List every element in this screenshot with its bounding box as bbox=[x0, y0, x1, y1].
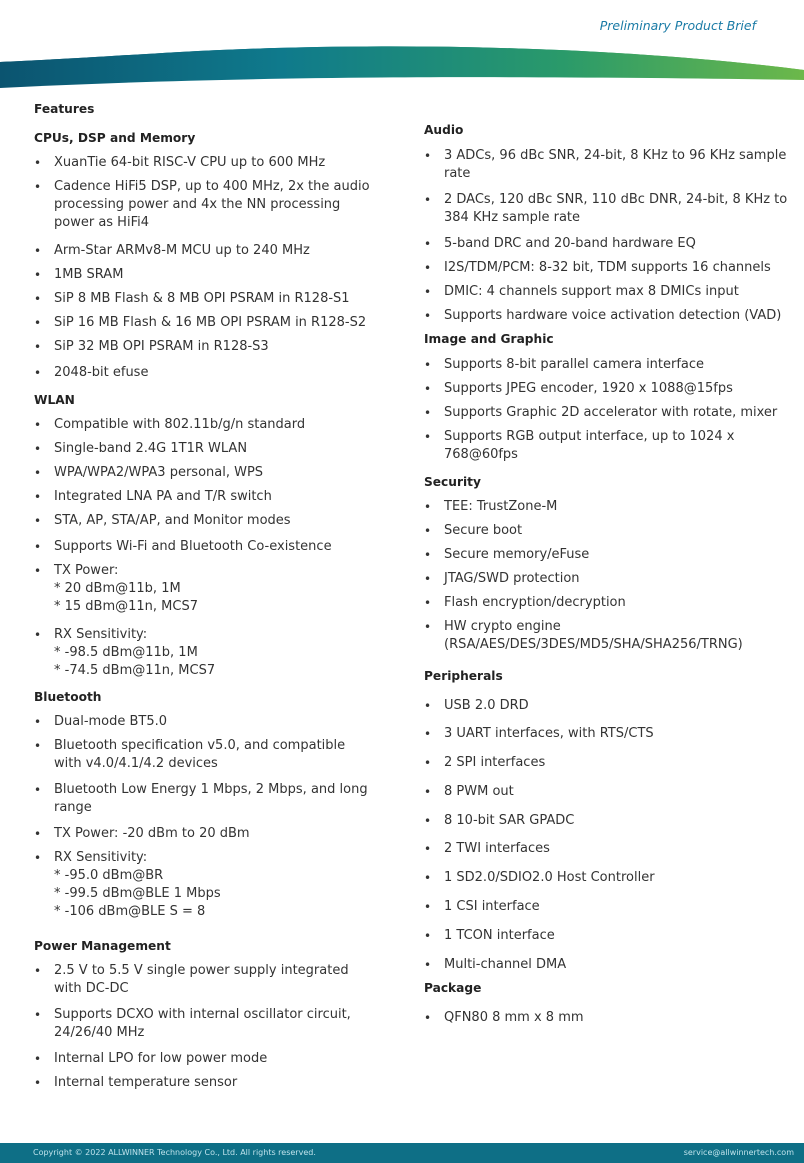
list-item bbox=[34, 314, 394, 332]
list-item-text: 2 TWI interfaces bbox=[444, 841, 550, 856]
list-item-text: 5-band DRC and 20-band hardware EQ bbox=[444, 236, 696, 251]
bullet-icon: • bbox=[34, 739, 42, 753]
list-item bbox=[34, 440, 394, 458]
list-item-text: Supports DCXO with internal oscillator circuit, 24/26/40 MHz bbox=[54, 1007, 351, 1040]
list-item bbox=[34, 1006, 394, 1042]
bullet-icon: • bbox=[34, 1008, 42, 1022]
bullet-icon: • bbox=[34, 418, 42, 432]
list-item-text: SiP 16 MB Flash & 16 MB OPI PSRAM in R128-S2 bbox=[54, 315, 367, 330]
list-item bbox=[424, 594, 794, 612]
list-item bbox=[424, 1009, 794, 1027]
page-footer bbox=[0, 1143, 804, 1163]
bullet-icon: • bbox=[424, 237, 432, 251]
bullet-icon: • bbox=[424, 261, 432, 275]
list-item-text: Bluetooth specification v5.0, and compatible with v4.0/4.1/4.2 devices bbox=[54, 738, 346, 771]
section-heading-cpu: CPUs, DSP and Memory bbox=[34, 131, 196, 145]
bullet-icon: • bbox=[424, 814, 432, 828]
bullet-icon: • bbox=[424, 358, 432, 372]
list-item bbox=[34, 562, 394, 616]
list-item bbox=[424, 783, 794, 801]
list-item bbox=[34, 290, 394, 308]
list-item-text: Supports hardware voice activation detection (VAD) bbox=[444, 308, 782, 323]
list-item-text: Secure boot bbox=[444, 523, 523, 538]
list-item-text: 1MB SRAM bbox=[54, 267, 124, 282]
list-item bbox=[424, 898, 794, 916]
list-item bbox=[424, 235, 794, 253]
list-item-text: Internal temperature sensor bbox=[54, 1075, 238, 1090]
bullet-icon: • bbox=[424, 572, 432, 586]
bullet-icon: • bbox=[424, 871, 432, 885]
list-item-text: Internal LPO for low power mode bbox=[54, 1051, 268, 1066]
list-item bbox=[424, 404, 794, 422]
bullet-icon: • bbox=[34, 715, 42, 729]
list-item-text: TEE: TrustZone-M bbox=[444, 499, 558, 514]
list-item bbox=[34, 1074, 394, 1092]
list-item bbox=[424, 754, 794, 772]
bullet-icon: • bbox=[424, 699, 432, 713]
bullet-icon: • bbox=[34, 564, 42, 578]
list-item-text: Supports 8-bit parallel camera interface bbox=[444, 357, 705, 372]
list-item-text: 2048-bit efuse bbox=[54, 365, 149, 380]
list-item bbox=[34, 338, 394, 356]
list-item bbox=[34, 512, 394, 530]
list-item-text: Single-band 2.4G 1T1R WLAN bbox=[54, 441, 248, 456]
list-item bbox=[424, 356, 794, 374]
bullet-icon: • bbox=[424, 149, 432, 163]
list-item-text: Supports Graphic 2D accelerator with rotate, mixer bbox=[444, 405, 778, 420]
list-item-text: TX Power: -20 dBm to 20 dBm bbox=[54, 826, 250, 841]
list-item bbox=[424, 618, 794, 654]
section-heading-image: Image and Graphic bbox=[424, 332, 554, 346]
list-item-text: Flash encryption/decryption bbox=[444, 595, 626, 610]
list-item bbox=[34, 626, 394, 680]
list-item bbox=[34, 266, 394, 284]
list-item bbox=[424, 812, 794, 830]
list-item bbox=[424, 927, 794, 945]
bullet-icon: • bbox=[34, 851, 42, 865]
list-item-text: Compatible with 802.11b/g/n standard bbox=[54, 417, 306, 432]
list-item bbox=[34, 178, 394, 232]
bullet-icon: • bbox=[424, 524, 432, 538]
list-item bbox=[34, 713, 394, 731]
list-item-text: Supports JPEG encoder, 1920 x 1088@15fps bbox=[444, 381, 733, 396]
bullet-icon: • bbox=[34, 490, 42, 504]
page-header bbox=[0, 0, 804, 92]
list-item-text: SiP 8 MB Flash & 8 MB OPI PSRAM in R128-S1 bbox=[54, 291, 350, 306]
bullet-icon: • bbox=[34, 466, 42, 480]
list-item-text: WPA/WPA2/WPA3 personal, WPS bbox=[54, 465, 264, 480]
bullet-icon: • bbox=[34, 514, 42, 528]
bullet-icon: • bbox=[424, 596, 432, 610]
bullet-icon: • bbox=[424, 382, 432, 396]
bullet-icon: • bbox=[424, 285, 432, 299]
list-item bbox=[34, 364, 394, 382]
list-item bbox=[34, 242, 394, 260]
list-item bbox=[34, 962, 394, 998]
list-item bbox=[424, 956, 794, 974]
bullet-icon: • bbox=[34, 156, 42, 170]
list-item bbox=[424, 307, 794, 325]
bullet-icon: • bbox=[424, 929, 432, 943]
list-item bbox=[424, 869, 794, 887]
list-item bbox=[34, 825, 394, 843]
list-item-text: 1 SD2.0/SDIO2.0 Host Controller bbox=[444, 870, 655, 885]
list-item-text: Supports RGB output interface, up to 1024 x 768@60fps bbox=[444, 429, 735, 462]
section-heading-pm: Power Management bbox=[34, 939, 171, 953]
allwinner-logo bbox=[14, 6, 164, 46]
list-item bbox=[424, 570, 794, 588]
bullet-icon: • bbox=[34, 340, 42, 354]
bullet-icon: • bbox=[424, 430, 432, 444]
list-item bbox=[424, 697, 794, 715]
list-item-text: 3 UART interfaces, with RTS/CTS bbox=[444, 726, 654, 741]
bullet-icon: • bbox=[424, 842, 432, 856]
list-item bbox=[424, 522, 794, 540]
list-item-text: 8 PWM out bbox=[444, 784, 514, 799]
list-item-text: I2S/TDM/PCM: 8-32 bit, TDM supports 16 channels bbox=[444, 260, 771, 275]
bullet-icon: • bbox=[34, 292, 42, 306]
bullet-icon: • bbox=[34, 1076, 42, 1090]
list-item bbox=[424, 498, 794, 516]
list-item bbox=[424, 428, 794, 464]
list-item bbox=[424, 191, 794, 227]
bullet-icon: • bbox=[424, 900, 432, 914]
bullet-icon: • bbox=[424, 756, 432, 770]
list-item-text: Integrated LNA PA and T/R switch bbox=[54, 489, 272, 504]
list-item bbox=[424, 147, 794, 183]
document-type-label: Preliminary Product Brief bbox=[599, 18, 756, 33]
bullet-icon: • bbox=[34, 540, 42, 554]
bullet-icon: • bbox=[34, 316, 42, 330]
bullet-icon: • bbox=[34, 628, 42, 642]
list-item bbox=[424, 380, 794, 398]
bullet-icon: • bbox=[424, 193, 432, 207]
list-item-text: 2 DACs, 120 dBc SNR, 110 dBc DNR, 24-bit, 8 KHz to 384 KHz sample rate bbox=[444, 192, 788, 225]
contact-email: service@allwinnertech.com bbox=[683, 1148, 794, 1157]
list-item bbox=[424, 840, 794, 858]
list-item-text: QFN80 8 mm x 8 mm bbox=[444, 1010, 584, 1025]
section-heading-sec: Security bbox=[424, 475, 481, 489]
list-item bbox=[34, 416, 394, 434]
section-heading-wlan: WLAN bbox=[34, 393, 75, 407]
list-item-text: Secure memory/eFuse bbox=[444, 547, 590, 562]
list-item bbox=[34, 781, 394, 817]
section-heading-bt: Bluetooth bbox=[34, 690, 102, 704]
list-item bbox=[34, 154, 394, 172]
bullet-icon: • bbox=[34, 180, 42, 194]
list-item bbox=[424, 546, 794, 564]
section-heading-audio: Audio bbox=[424, 123, 464, 137]
logo-text: ALLWINNER bbox=[52, 20, 149, 36]
bullet-icon: • bbox=[424, 309, 432, 323]
list-item-text: 2.5 V to 5.5 V single power supply integrated with DC-DC bbox=[54, 963, 349, 996]
list-item-text: SiP 32 MB OPI PSRAM in R128-S3 bbox=[54, 339, 269, 354]
features-heading: Features bbox=[34, 102, 95, 116]
list-item-text: Dual-mode BT5.0 bbox=[54, 714, 168, 729]
list-item bbox=[34, 737, 394, 773]
list-item-text: Bluetooth Low Energy 1 Mbps, 2 Mbps, and long range bbox=[54, 782, 368, 815]
list-item-text: Arm-Star ARMv8-M MCU up to 240 MHz bbox=[54, 243, 310, 258]
bullet-icon: • bbox=[34, 964, 42, 978]
list-item bbox=[34, 1050, 394, 1068]
section-heading-pkg: Package bbox=[424, 981, 482, 995]
list-item-text: Supports Wi-Fi and Bluetooth Co-existence bbox=[54, 539, 332, 554]
list-item-text: Cadence HiFi5 DSP, up to 400 MHz, 2x the audio processing power and 4x the NN processing power as HiFi4 bbox=[54, 179, 370, 230]
list-item-text: JTAG/SWD protection bbox=[444, 571, 580, 586]
list-item-text: Multi-channel DMA bbox=[444, 957, 567, 972]
bullet-icon: • bbox=[34, 827, 42, 841]
bullet-icon: • bbox=[424, 1011, 432, 1025]
list-item bbox=[424, 725, 794, 743]
bullet-icon: • bbox=[424, 500, 432, 514]
list-item-text: RX Sensitivity: * -95.0 dBm@BR * -99.5 dBm@BLE 1 Mbps * -106 dBm@BLE S = 8 bbox=[54, 850, 221, 919]
bullet-icon: • bbox=[424, 958, 432, 972]
copyright-text: Copyright © 2022 ALLWINNER Technology Co., Ltd. All rights reserved. bbox=[33, 1148, 316, 1157]
bullet-icon: • bbox=[34, 1052, 42, 1066]
bullet-icon: • bbox=[34, 783, 42, 797]
bullet-icon: • bbox=[34, 442, 42, 456]
list-item bbox=[34, 488, 394, 506]
bullet-icon: • bbox=[424, 406, 432, 420]
bullet-icon: • bbox=[424, 620, 432, 634]
list-item bbox=[34, 849, 394, 921]
list-item bbox=[34, 538, 394, 556]
bullet-icon: • bbox=[424, 727, 432, 741]
list-item-text: 1 CSI interface bbox=[444, 899, 540, 914]
section-heading-per: Peripherals bbox=[424, 669, 503, 683]
bullet-icon: • bbox=[424, 785, 432, 799]
bullet-icon: • bbox=[34, 244, 42, 258]
bullet-icon: • bbox=[34, 366, 42, 380]
bullet-icon: • bbox=[34, 268, 42, 282]
list-item-text: DMIC: 4 channels support max 8 DMICs input bbox=[444, 284, 739, 299]
list-item-text: USB 2.0 DRD bbox=[444, 698, 529, 713]
list-item-text: TX Power: * 20 dBm@11b, 1M * 15 dBm@11n, MCS7 bbox=[54, 563, 199, 614]
list-item-text: 3 ADCs, 96 dBc SNR, 24-bit, 8 KHz to 96 KHz sample rate bbox=[444, 148, 787, 181]
list-item-text: RX Sensitivity: * -98.5 dBm@11b, 1M * -74.5 dBm@11n, MCS7 bbox=[54, 627, 216, 678]
list-item-text: 2 SPI interfaces bbox=[444, 755, 546, 770]
list-item bbox=[424, 283, 794, 301]
list-item-text: STA, AP, STA/AP, and Monitor modes bbox=[54, 513, 291, 528]
list-item-text: XuanTie 64-bit RISC-V CPU up to 600 MHz bbox=[54, 155, 326, 170]
list-item-text: HW crypto engine (RSA/AES/DES/3DES/MD5/SHA/SHA256/TRNG) bbox=[444, 619, 743, 652]
list-item bbox=[34, 464, 394, 482]
list-item-text: 1 TCON interface bbox=[444, 928, 555, 943]
list-item bbox=[424, 259, 794, 277]
bullet-icon: • bbox=[424, 548, 432, 562]
list-item-text: 8 10-bit SAR GPADC bbox=[444, 813, 575, 828]
